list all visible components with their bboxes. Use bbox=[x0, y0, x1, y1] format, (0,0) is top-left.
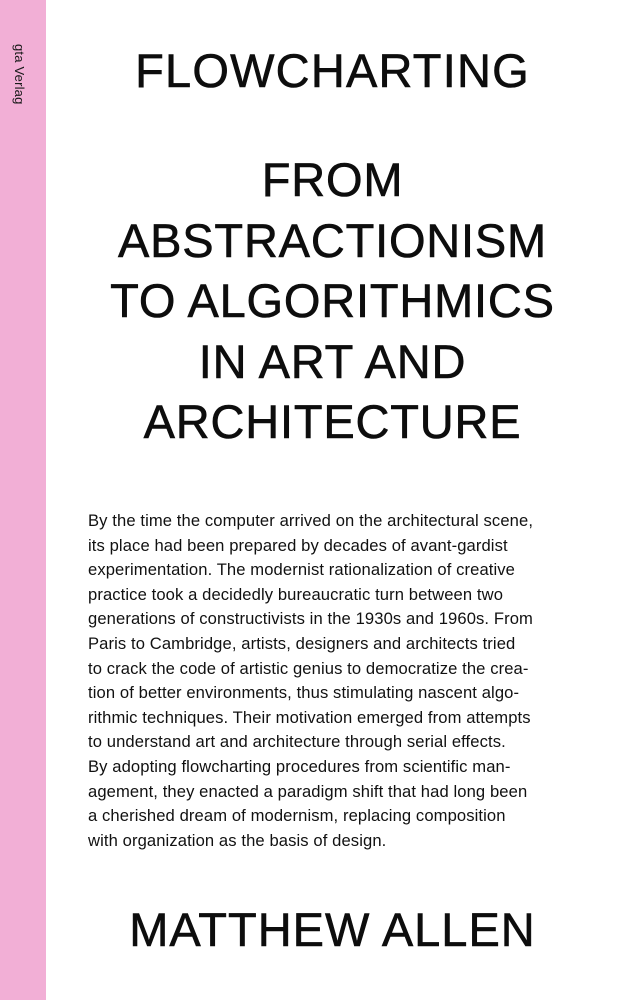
blurb-line: Paris to Cambridge, artists, designers and architects tried bbox=[88, 633, 516, 653]
blurb-line: to crack the code of artistic genius to democratize the crea- bbox=[88, 658, 529, 678]
blurb-line: By adopting flowcharting procedures from scientific man- bbox=[88, 756, 511, 776]
blurb-line: agement, they enacted a paradigm shift that had long been bbox=[88, 781, 528, 801]
publisher-name: gta Verlag bbox=[12, 44, 27, 105]
blurb-line: a cherished dream of modernism, replacing composition bbox=[88, 806, 506, 826]
blurb-line: with organization as the basis of design. bbox=[88, 830, 387, 850]
blurb-line: to understand art and architecture through serial effects. bbox=[88, 732, 506, 752]
subtitle-line: FROM bbox=[261, 153, 404, 206]
book-subtitle bbox=[46, 150, 619, 453]
author-name: MATTHEW ALLEN bbox=[129, 903, 536, 956]
cover-blurb bbox=[88, 509, 618, 853]
subtitle-line: TO ALGORITHMICS bbox=[110, 274, 555, 327]
blurb-line: experimentation. The modernist rationalization of creative bbox=[88, 560, 516, 580]
blurb-line: practice took a decidedly bureaucratic turn between two bbox=[88, 584, 504, 604]
spine-band bbox=[0, 0, 46, 1000]
blurb-line: tion of better environments, thus stimulating nascent algo- bbox=[88, 683, 520, 703]
book-title: FLOWCHARTING bbox=[135, 44, 530, 97]
subtitle-line: ARCHITECTURE bbox=[143, 395, 522, 448]
blurb-line: By the time the computer arrived on the architectural scene, bbox=[88, 511, 534, 530]
subtitle-line: ABSTRACTIONISM bbox=[117, 213, 547, 267]
blurb-line: its place had been prepared by decades of avant-gardist bbox=[88, 535, 508, 555]
cover-content bbox=[46, 0, 619, 1000]
blurb-line: rithmic techniques. Their motivation emerged from attempts bbox=[88, 707, 531, 727]
subtitle-line: IN ART AND bbox=[198, 334, 467, 388]
blurb-line: generations of constructivists in the 1930s and 1960s. From bbox=[88, 609, 533, 629]
